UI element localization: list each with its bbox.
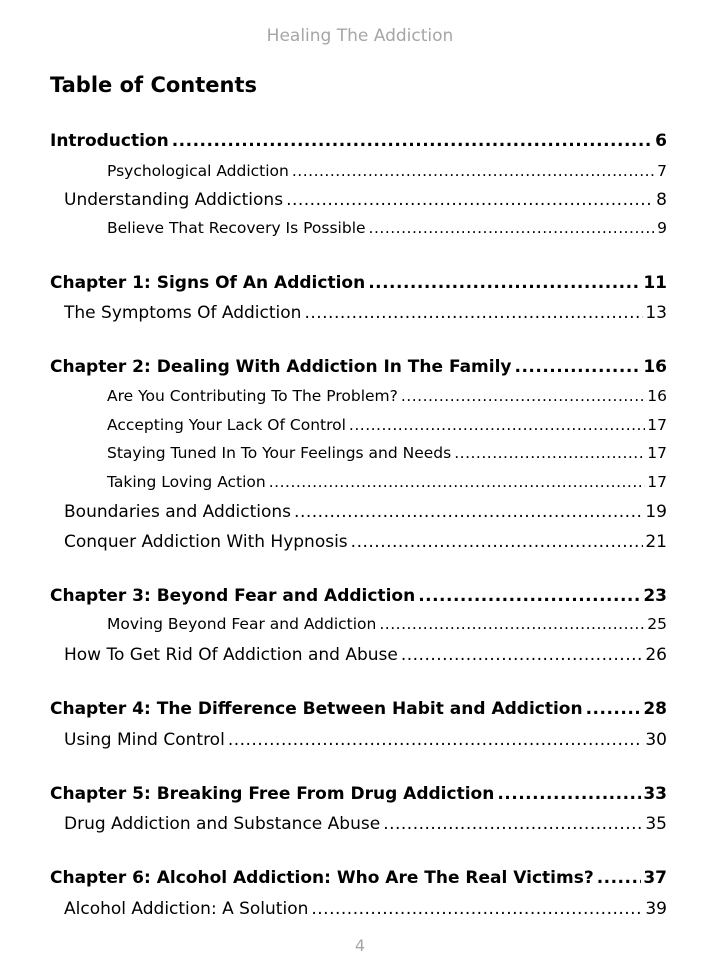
dot-leader: [349, 416, 645, 434]
toc-entry-believe-recovery-possible[interactable]: [107, 219, 667, 237]
toc-entry-label: Psychological Addiction: [107, 162, 289, 180]
toc-entry-chapter-5[interactable]: [50, 784, 667, 804]
toc-entry-label: The Symptoms Of Addiction: [64, 303, 302, 323]
dot-leader: [379, 615, 645, 633]
toc-entry-page: 26: [645, 645, 667, 665]
toc-entry-label: Chapter 6: Alcohol Addiction: Who Are The Real Victims?: [50, 868, 594, 888]
toc-entry-using-mind-control[interactable]: [64, 730, 667, 750]
toc-entry-conquer-with-hypnosis[interactable]: [64, 532, 667, 552]
toc-entry-label: Boundaries and Addictions: [64, 502, 292, 522]
toc-entry-chapter-3[interactable]: [50, 586, 667, 606]
toc-entry-page: 19: [645, 502, 667, 522]
dot-leader: [228, 730, 644, 750]
dot-leader: [515, 357, 642, 377]
toc-entry-label: Chapter 4: The Difference Between Habit and Addiction: [50, 699, 583, 719]
toc-entry-taking-loving-action[interactable]: [107, 473, 667, 491]
toc-entry-chapter-4[interactable]: [50, 699, 667, 719]
toc-entry-staying-tuned-in[interactable]: [107, 444, 667, 462]
dot-leader: [269, 473, 646, 491]
toc-entry-label: Conquer Addiction With Hypnosis: [64, 532, 348, 552]
toc-entry-label: Understanding Addictions: [64, 190, 284, 210]
toc-entry-page: 33: [643, 784, 667, 804]
toc-entry-boundaries-and-addictions[interactable]: [64, 502, 667, 522]
dot-leader: [383, 814, 643, 834]
toc-entry-label: Staying Tuned In To Your Feelings and Needs: [107, 444, 452, 462]
toc-entry-label: Introduction: [50, 131, 169, 151]
toc-entry-symptoms-of-addiction[interactable]: [64, 303, 667, 323]
toc-entry-page: 39: [645, 899, 667, 919]
toc-entry-page: 9: [657, 219, 667, 237]
toc-entry-label: Moving Beyond Fear and Addiction: [107, 615, 377, 633]
dot-leader: [497, 784, 641, 804]
dot-leader: [418, 586, 641, 606]
toc-title: Table of Contents: [50, 73, 258, 97]
dot-leader: [304, 303, 643, 323]
toc-entry-label: Drug Addiction and Substance Abuse: [64, 814, 381, 834]
toc-entry-label: Chapter 1: Signs Of An Addiction: [50, 273, 366, 293]
toc-entry-page: 25: [647, 615, 667, 633]
dot-leader: [292, 162, 655, 180]
toc-entry-moving-beyond-fear[interactable]: [107, 615, 667, 633]
dot-leader: [368, 273, 641, 293]
toc-entry-label: Chapter 5: Breaking Free From Drug Addiction: [50, 784, 495, 804]
toc-entry-page: 17: [647, 444, 667, 462]
dot-leader: [172, 131, 653, 151]
toc-entry-label: Taking Loving Action: [107, 473, 266, 491]
toc-entry-contributing-to-problem[interactable]: [107, 387, 667, 405]
dot-leader: [311, 899, 643, 919]
toc-entry-page: 30: [645, 730, 667, 750]
toc-entry-label: Alcohol Addiction: A Solution: [64, 899, 309, 919]
toc-entry-page: 17: [647, 473, 667, 491]
dot-leader: [401, 645, 644, 665]
toc-entry-page: 17: [647, 416, 667, 434]
dot-leader: [597, 868, 642, 888]
toc-entry-label: Accepting Your Lack Of Control: [107, 416, 346, 434]
toc-entry-chapter-1[interactable]: [50, 273, 667, 293]
toc-entry-psychological-addiction[interactable]: [107, 162, 667, 180]
dot-leader: [454, 444, 645, 462]
toc-entry-page: 23: [643, 586, 667, 606]
toc-entry-page: 7: [657, 162, 667, 180]
toc-entry-page: 6: [655, 131, 667, 151]
toc-entry-chapter-6[interactable]: [50, 868, 667, 888]
toc-entry-page: 35: [645, 814, 667, 834]
toc-entry-label: Chapter 2: Dealing With Addiction In The Family: [50, 357, 512, 377]
toc-entry-get-rid-of-addiction[interactable]: [64, 645, 667, 665]
toc-entry-label: Using Mind Control: [64, 730, 225, 750]
toc-entry-alcohol-addiction-solution[interactable]: [64, 899, 667, 919]
running-header: Healing The Addiction: [266, 26, 454, 46]
toc-entry-drug-addiction-substance-abuse[interactable]: [64, 814, 667, 834]
toc-entry-label: Believe That Recovery Is Possible: [107, 219, 366, 237]
dot-leader: [369, 219, 656, 237]
page-number: 4: [354, 936, 366, 955]
toc-entry-accepting-lack-of-control[interactable]: [107, 416, 667, 434]
toc-entry-page: 16: [643, 357, 667, 377]
toc-entry-introduction[interactable]: [50, 131, 667, 151]
toc-entry-page: 8: [656, 190, 667, 210]
dot-leader: [401, 387, 645, 405]
toc-entry-label: How To Get Rid Of Addiction and Abuse: [64, 645, 398, 665]
toc-entry-page: 13: [645, 303, 667, 323]
toc-entry-chapter-2[interactable]: [50, 357, 667, 377]
toc-entry-page: 21: [645, 532, 667, 552]
toc-entry-understanding-addictions[interactable]: [64, 190, 667, 210]
dot-leader: [586, 699, 642, 719]
dot-leader: [294, 502, 643, 522]
toc-entry-label: Chapter 3: Beyond Fear and Addiction: [50, 586, 416, 606]
toc-entry-page: 16: [647, 387, 667, 405]
toc-entry-page: 11: [643, 273, 667, 293]
toc-entry-page: 28: [643, 699, 667, 719]
toc-entry-label: Are You Contributing To The Problem?: [107, 387, 398, 405]
dot-leader: [351, 532, 644, 552]
toc-entry-page: 37: [643, 868, 667, 888]
dot-leader: [286, 190, 654, 210]
